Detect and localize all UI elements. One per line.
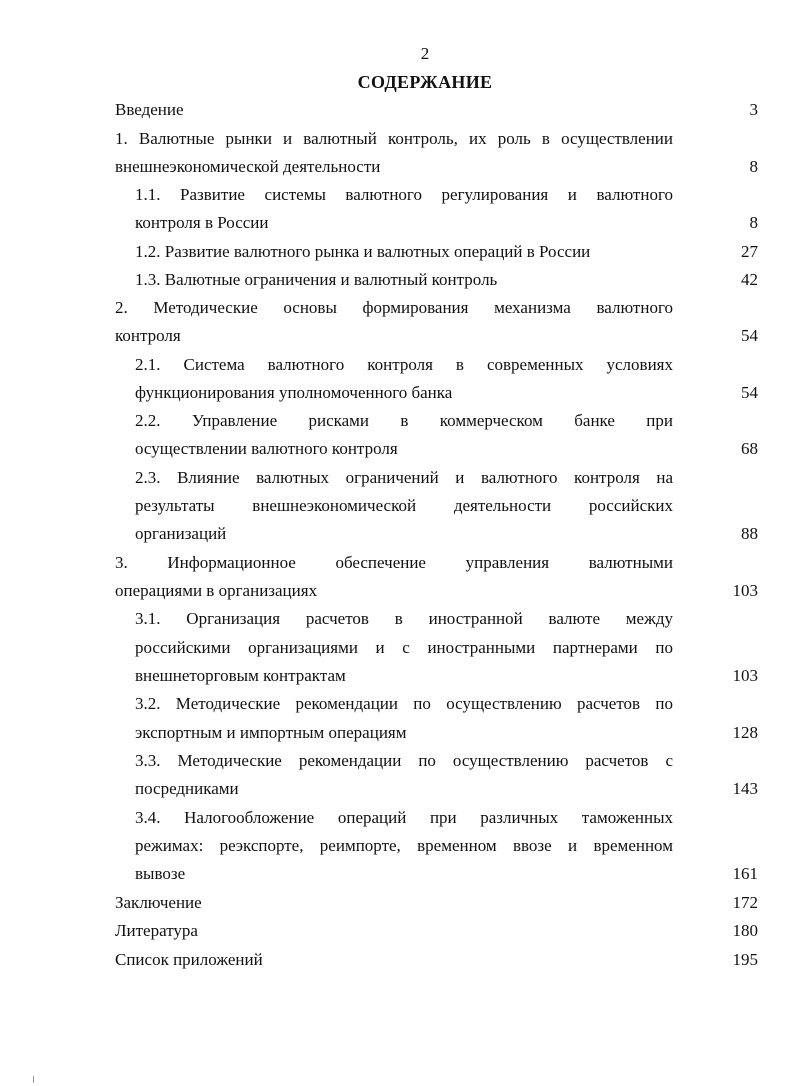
toc-entry-ch3-line-1: 3. Информационное обеспечение управления валютными xyxy=(115,553,673,572)
toc-entry-3-3-page: 143 xyxy=(732,779,758,798)
toc-entry-ch1-line-1: 1. Валютные рынки и валютный контроль, их роль в осуществлении xyxy=(115,129,673,148)
toc-entry-3-2-line-2: экспортным и импортным операциям xyxy=(135,723,407,742)
toc-entry-3-4-line-1: 3.4. Налогообложение операций при различных таможенных xyxy=(135,808,673,827)
toc-entry-conclusion-page: 172 xyxy=(732,893,758,912)
toc-entry-3-4-line-2: режимах: реэкспорте, реимпорте, временном ввозе и временном xyxy=(135,836,673,855)
toc-entry-references-page: 180 xyxy=(732,921,758,940)
toc-entry-ch3-page: 103 xyxy=(732,581,758,600)
toc-entry-1-1-page: 8 xyxy=(749,213,758,232)
toc-entry-2-3-line-1: 2.3. Влияние валютных ограничений и валютного контроля на xyxy=(135,468,673,487)
page-title: СОДЕРЖАНИЕ xyxy=(357,72,493,92)
toc-entry-ch1-page: 8 xyxy=(749,157,758,176)
toc-entry-ch2-page: 54 xyxy=(741,326,758,345)
toc-entry-2-3-line-2: результаты внешнеэкономической деятельности российских xyxy=(135,496,673,515)
toc-entry-3-1-page: 103 xyxy=(732,666,758,685)
toc-entry-3-3-line-1: 3.3. Методические рекомендации по осуществлению расчетов с xyxy=(135,751,673,770)
toc-entry-1-2-line-1: 1.2. Развитие валютного рынка и валютных операций в России xyxy=(135,242,591,261)
toc-entry-intro-line-1: Введение xyxy=(115,100,184,119)
toc-entry-ch3-line-2: операциями в организациях xyxy=(115,581,318,600)
toc-entry-1-2-page: 27 xyxy=(741,242,758,261)
toc-entry-ch2-line-1: 2. Методические основы формирования механизма валютного xyxy=(115,298,673,317)
toc-entry-2-1-page: 54 xyxy=(741,383,758,402)
toc-entry-ch2-line-2: контроля xyxy=(115,326,181,345)
toc-entry-2-2-page: 68 xyxy=(741,439,758,458)
toc-entry-2-2-line-2: осуществлении валютного контроля xyxy=(135,439,398,458)
toc-entry-1-1-line-1: 1.1. Развитие системы валютного регулирования и валютного xyxy=(135,185,673,204)
page-number: 2 xyxy=(420,44,430,63)
toc-entry-3-1-line-1: 3.1. Организация расчетов в иностранной валюте между xyxy=(135,609,673,628)
toc-entry-2-2-line-1: 2.2. Управление рисками в коммерческом банке при xyxy=(135,411,673,430)
toc-entry-3-2-page: 128 xyxy=(732,723,758,742)
toc-entry-ch1-line-2: внешнеэкономической деятельности xyxy=(115,157,381,176)
scan-mark xyxy=(33,1076,34,1083)
toc-entry-3-2-line-1: 3.2. Методические рекомендации по осуществлению расчетов по xyxy=(135,694,673,713)
toc-entry-2-3-line-3: организаций xyxy=(135,524,227,543)
toc-entry-intro-page: 3 xyxy=(749,100,758,119)
toc-entry-2-3-page: 88 xyxy=(741,524,758,543)
toc-entry-1-1-line-2: контроля в России xyxy=(135,213,269,232)
toc-entry-appendices-line-1: Список приложений xyxy=(115,950,263,969)
toc-entry-references-line-1: Литература xyxy=(115,921,198,940)
toc-entry-2-1-line-2: функционирования уполномоченного банка xyxy=(135,383,453,402)
toc-entry-1-3-line-1: 1.3. Валютные ограничения и валютный контроль xyxy=(135,270,498,289)
toc-entry-3-4-line-3: вывозе xyxy=(135,864,186,883)
toc-entry-2-1-line-1: 2.1. Система валютного контроля в современных условиях xyxy=(135,355,673,374)
toc-entry-3-4-page: 161 xyxy=(732,864,758,883)
toc-entry-3-3-line-2: посредниками xyxy=(135,779,239,798)
toc-entry-appendices-page: 195 xyxy=(732,950,758,969)
toc-entry-3-1-line-2: российскими организациями и с иностранными партнерами по xyxy=(135,638,673,657)
toc-entry-3-1-line-3: внешнеторговым контрактам xyxy=(135,666,346,685)
toc-entry-1-3-page: 42 xyxy=(741,270,758,289)
toc-entry-conclusion-line-1: Заключение xyxy=(115,893,202,912)
